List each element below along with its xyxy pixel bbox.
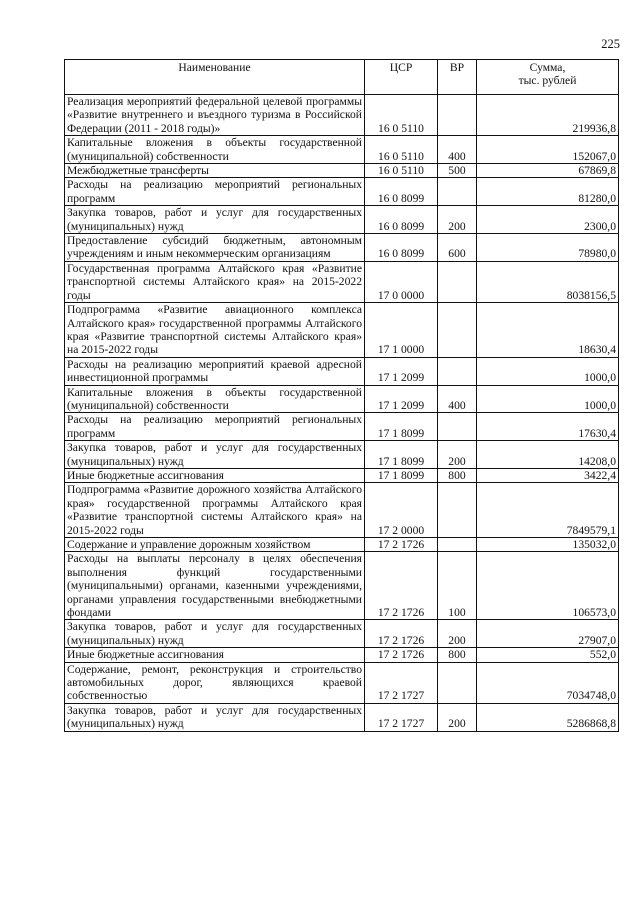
- table-row: [65, 441, 619, 469]
- cell-sum: 81280,0: [477, 178, 619, 206]
- cell-csr: 17 1 8099: [365, 441, 438, 469]
- table-row: [65, 136, 619, 164]
- cell-sum: 7034748,0: [477, 662, 619, 703]
- cell-name: Капитальные вложения в объекты государственной (муниципальной) собственности: [65, 136, 365, 164]
- cell-sum: 8038156,5: [477, 261, 619, 302]
- cell-vr: [438, 483, 477, 538]
- table-row: [65, 206, 619, 234]
- cell-csr: 17 2 1726: [365, 538, 438, 552]
- cell-vr: [438, 261, 477, 302]
- table-row: [65, 483, 619, 538]
- table-row: [65, 662, 619, 703]
- cell-vr: 400: [438, 136, 477, 164]
- cell-name: Закупка товаров, работ и услуг для государственных (муниципальных) нужд: [65, 620, 365, 648]
- cell-vr: [438, 178, 477, 206]
- cell-vr: 800: [438, 468, 477, 482]
- table-row: [65, 95, 619, 136]
- cell-name: Иные бюджетные ассигнования: [65, 648, 365, 662]
- cell-name: Подпрограмма «Развитие авиационного комплекса Алтайского края» государственной программы Алтайского края «Развитие транспортной системы Алтайского края» на 2015-2022 годы: [65, 303, 365, 358]
- cell-vr: [438, 413, 477, 441]
- cell-csr: 17 1 8099: [365, 413, 438, 441]
- cell-sum: 152067,0: [477, 136, 619, 164]
- cell-vr: 100: [438, 552, 477, 620]
- table-row: [65, 703, 619, 731]
- header-vr: ВР: [438, 60, 477, 95]
- cell-name: Закупка товаров, работ и услуг для государственных (муниципальных) нужд: [65, 441, 365, 469]
- table-row: [65, 261, 619, 302]
- cell-name: Расходы на реализацию мероприятий краевой адресной инвестиционной программы: [65, 357, 365, 385]
- cell-csr: 17 1 8099: [365, 468, 438, 482]
- page-number: 225: [601, 37, 620, 51]
- cell-vr: 600: [438, 234, 477, 262]
- cell-sum: 219936,8: [477, 95, 619, 136]
- cell-sum: 1000,0: [477, 357, 619, 385]
- cell-csr: 17 2 1726: [365, 620, 438, 648]
- cell-name: Содержание и управление дорожным хозяйством: [65, 538, 365, 552]
- cell-csr: 17 2 1727: [365, 662, 438, 703]
- table-row: [65, 357, 619, 385]
- cell-csr: 16 0 5110: [365, 95, 438, 136]
- cell-csr: 17 2 1726: [365, 648, 438, 662]
- cell-vr: 400: [438, 385, 477, 413]
- header-csr: ЦСР: [365, 60, 438, 95]
- cell-sum: 18630,4: [477, 303, 619, 358]
- table-row: [65, 538, 619, 552]
- table-row: [65, 620, 619, 648]
- cell-name: Реализация мероприятий федеральной целевой программы «Развитие внутреннего и въездного туризма в Российской Федерации (2011 - 2018 годы)»: [65, 95, 365, 136]
- cell-name: Государственная программа Алтайского края «Развитие транспортной системы Алтайского края» на 2015-2022 годы: [65, 261, 365, 302]
- cell-sum: 67869,8: [477, 164, 619, 178]
- cell-sum: 14208,0: [477, 441, 619, 469]
- table-row: [65, 164, 619, 178]
- cell-csr: 17 1 2099: [365, 357, 438, 385]
- cell-name: Расходы на реализацию мероприятий региональных программ: [65, 413, 365, 441]
- cell-csr: 16 0 5110: [365, 136, 438, 164]
- cell-name: Предоставление субсидий бюджетным, автономным учреждениям и иным некоммерческим организациям: [65, 234, 365, 262]
- cell-sum: 27907,0: [477, 620, 619, 648]
- cell-sum: 135032,0: [477, 538, 619, 552]
- cell-name: Капитальные вложения в объекты государственной (муниципальной) собственности: [65, 385, 365, 413]
- table-row: [65, 648, 619, 662]
- cell-csr: 16 0 5110: [365, 164, 438, 178]
- cell-name: Иные бюджетные ассигнования: [65, 468, 365, 482]
- table-row: [65, 178, 619, 206]
- cell-sum: 78980,0: [477, 234, 619, 262]
- header-name: Наименование: [65, 60, 365, 95]
- cell-csr: 16 0 8099: [365, 234, 438, 262]
- cell-vr: 200: [438, 703, 477, 731]
- cell-sum: 2300,0: [477, 206, 619, 234]
- cell-csr: 17 2 1726: [365, 552, 438, 620]
- table-row: [65, 552, 619, 620]
- cell-vr: 200: [438, 620, 477, 648]
- cell-sum: 1000,0: [477, 385, 619, 413]
- cell-name: Закупка товаров, работ и услуг для государственных (муниципальных) нужд: [65, 703, 365, 731]
- cell-sum: 3422,4: [477, 468, 619, 482]
- cell-name: Содержание, ремонт, реконструкция и строительство автомобильных дорог, являющихся краевой собственностью: [65, 662, 365, 703]
- table-body: [65, 95, 619, 732]
- table-row: [65, 413, 619, 441]
- cell-name: Расходы на выплаты персоналу в целях обеспечения выполнения функций государственными (муниципальными) органами, казенными учреждениями, органами управления государственными внебюджетными фондами: [65, 552, 365, 620]
- table-row: [65, 234, 619, 262]
- cell-name: Расходы на реализацию мероприятий региональных программ: [65, 178, 365, 206]
- table-row: [65, 303, 619, 358]
- cell-sum: 5286868,8: [477, 703, 619, 731]
- cell-vr: 500: [438, 164, 477, 178]
- cell-sum: 552,0: [477, 648, 619, 662]
- cell-sum: 7849579,1: [477, 483, 619, 538]
- cell-sum: 17630,4: [477, 413, 619, 441]
- cell-name: Подпрограмма «Развитие дорожного хозяйства Алтайского края» государственной программы Алтайского края «Развитие транспортной системы Алтайского края» на 2015-2022 годы: [65, 483, 365, 538]
- cell-csr: 16 0 8099: [365, 178, 438, 206]
- cell-vr: 200: [438, 441, 477, 469]
- cell-csr: 17 2 0000: [365, 483, 438, 538]
- header-sum: Сумма, тыс. рублей: [477, 60, 619, 95]
- cell-vr: 200: [438, 206, 477, 234]
- cell-csr: 17 0 0000: [365, 261, 438, 302]
- cell-name: Закупка товаров, работ и услуг для государственных (муниципальных) нужд: [65, 206, 365, 234]
- cell-vr: [438, 95, 477, 136]
- cell-csr: 17 1 2099: [365, 385, 438, 413]
- cell-vr: [438, 357, 477, 385]
- cell-sum: 106573,0: [477, 552, 619, 620]
- cell-vr: 800: [438, 648, 477, 662]
- cell-vr: [438, 662, 477, 703]
- budget-table: [64, 59, 619, 732]
- table-row: [65, 468, 619, 482]
- table-row: [65, 385, 619, 413]
- cell-csr: 17 1 0000: [365, 303, 438, 358]
- table-header-row: [65, 60, 619, 95]
- cell-vr: [438, 303, 477, 358]
- cell-name: Межбюджетные трансферты: [65, 164, 365, 178]
- cell-csr: 17 2 1727: [365, 703, 438, 731]
- cell-csr: 16 0 8099: [365, 206, 438, 234]
- cell-vr: [438, 538, 477, 552]
